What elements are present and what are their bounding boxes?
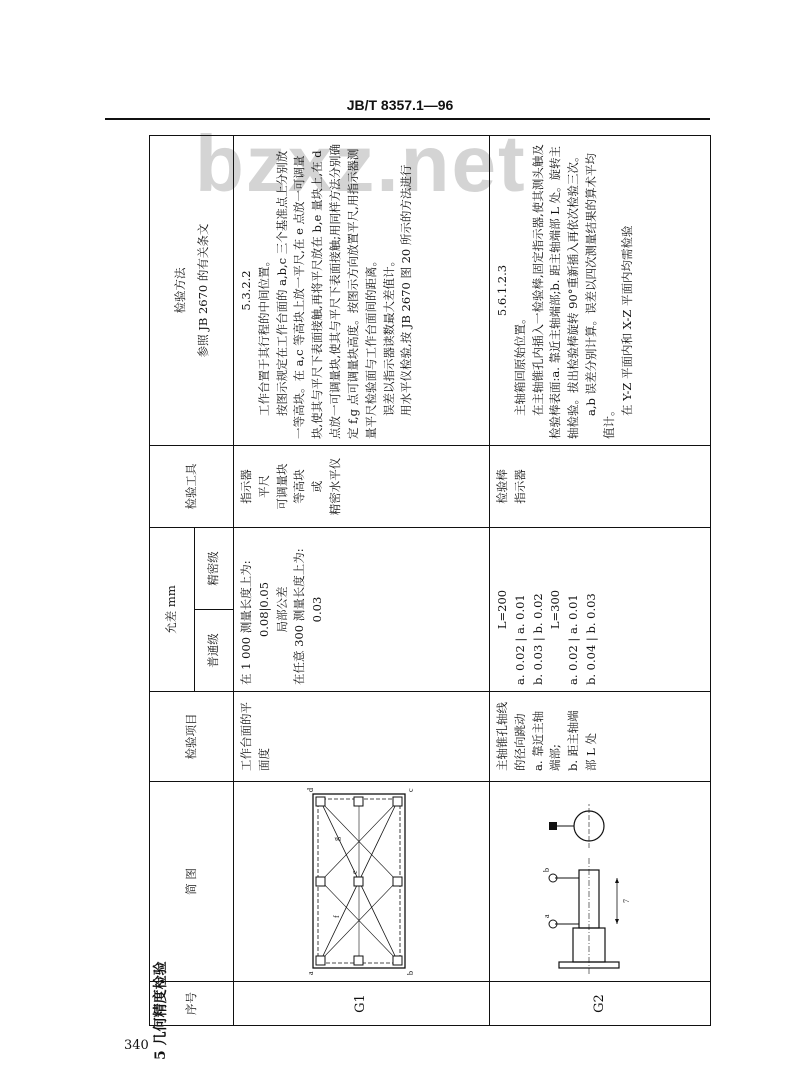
tol-g2-b1-p: b. 0.02 [530, 593, 545, 634]
tol-g2-L1: L=200 [495, 589, 509, 630]
item-g2-title: 主轴锥孔轴线的径向跳动 [495, 702, 527, 771]
point-c: c [405, 788, 415, 793]
tool-indicator-g2: 指示器 [512, 469, 527, 504]
header-tolerance-normal: 普通级 [195, 610, 234, 692]
method-reference: 参照 JB 2670 的有关条文 [195, 223, 210, 358]
method-g1 [234, 136, 490, 446]
point-g: g [331, 837, 341, 842]
tol-g1-line1: 在 1 000 测量长度上为: [239, 560, 253, 685]
runout-sketch [537, 787, 657, 977]
method-g2-p3: a,b 误差分别计算。误差以四次测量结果的算术平均值计。 [584, 152, 616, 439]
tools-g2 [490, 446, 711, 528]
tol-g2-a2-n: a. 0.02 [566, 645, 581, 685]
item-g2-b: b. 距主轴端部 L 处 [566, 710, 599, 771]
method-g2 [490, 136, 711, 446]
tol-g1-normal: 0.08 [256, 611, 271, 638]
item-g2-a: a. 靠近主轴端部; [530, 710, 563, 771]
tool-adjustable-block: 可调量块 [274, 463, 289, 510]
method-g1-p3: 误差以指示器读数最大差值计。 [381, 255, 396, 416]
inspection-table-wrapper [149, 136, 711, 1026]
method-g2-p4: 在 Y-Z 平面内和 X-Z 平面内均需检验 [619, 225, 634, 416]
header-method-label: 检验方法 [172, 267, 187, 314]
point-a: a [305, 971, 315, 976]
serial-g1: G1 [234, 982, 490, 1026]
page-number: 340 [124, 1038, 149, 1053]
table-row-g1 [234, 136, 490, 1026]
header-tolerance-precision: 精密级 [195, 528, 234, 610]
inspection-table [149, 135, 711, 1026]
point-b: b [405, 971, 415, 976]
sketch-g1 [234, 782, 490, 982]
header-tool: 检验工具 [150, 446, 234, 528]
tol-g2-b1-n: b. 0.03 [530, 644, 545, 685]
tool-indicator: 指示器 [239, 469, 253, 504]
item-g2 [490, 692, 711, 782]
tol-g1-local: 局部公差 [274, 586, 289, 633]
method-g2-p1: 主轴箱回原始位置。 [512, 312, 527, 416]
header-method [150, 136, 234, 446]
tolerance-g1 [234, 528, 490, 692]
point-e: e [349, 870, 359, 875]
tol-g2-b1: b. 0.03 | b. 0.02 [530, 593, 545, 685]
header-sketch: 简 图 [150, 782, 234, 982]
item-g1: 工作台面的平面度 [234, 692, 490, 782]
tolerance-g2 [490, 528, 711, 692]
tool-level: 精密水平仪 [328, 457, 343, 516]
tool-or: 或 [310, 480, 325, 493]
method-g1-p1: 工作台置于其行程的中间位置。 [256, 255, 271, 416]
tol-g2-a2: a. 0.02 | a. 0.01 [566, 594, 581, 685]
serial-g2: G2 [490, 982, 711, 1026]
tol-g2-b2-p: b. 0.03 [584, 593, 599, 634]
tol-g2-a1-n: a. 0.02 [512, 645, 527, 685]
tol-g2-L2: L=300 [548, 589, 563, 630]
tol-g1-precision: 0.05 [256, 581, 271, 608]
method-g1-clause: 5.3.2.2 [239, 270, 253, 311]
watermark: bzxz.net [195, 119, 527, 208]
sketch-g2 [490, 782, 711, 982]
tool-test-bar: 检验棒 [495, 469, 509, 504]
header-serial: 序号 [150, 982, 234, 1026]
header-item: 检验项目 [150, 692, 234, 782]
g2-point-b: b [542, 868, 552, 873]
standard-code: JB/T 8357.1—96 [346, 97, 454, 113]
method-g1-p2: 按图示规定在工作台面的 a,b,c 三个基准点上分别放一等高块。在 a,c 等高块上放一平尺,在 e 点放一可调量块,使其与平尺下表面接触,再将平尺放在 b,e 量块上,在 d 点放一可调量块,使其与平尺下表面接触;用同样方法分别确定 f,g 点可调量块高度。按图示方向放置平尺,用指示器测量平尺检验面与工作台面间的距离。 [274, 143, 378, 439]
flatness-sketch [299, 787, 419, 977]
point-d: d [305, 788, 315, 793]
tol-g1-line3: 在任意 300 测量长度上为: [292, 548, 307, 685]
g2-dimension: 7 [622, 899, 632, 904]
tool-straightedge: 平尺 [256, 475, 271, 498]
tol-g2-a2-p: a. 0.01 [566, 594, 581, 635]
tol-g1-values: 0.08|0.05 [256, 581, 271, 638]
tools-g1 [234, 446, 490, 528]
g2-point-a: a [542, 914, 552, 919]
tol-g2-b2-n: b. 0.04 [584, 644, 599, 685]
method-g2-clause: 5.6.1.2.3 [495, 264, 509, 317]
tool-equal-block: 等高块 [292, 469, 307, 504]
method-g2-p2: 在主轴锥孔内插入一检验棒,固定指示器,使其测头触及检验棒表面:a. 靠近主轴端部;b. 距主轴端部 L 处。旋转主轴检验。拔出检验棒旋转 90°重新插入再依次检验三次。 [530, 144, 581, 439]
tol-g1-local-value: 0.03 [310, 596, 325, 623]
tol-g2-a1-p: a. 0.01 [512, 594, 527, 635]
table-row-g2 [490, 136, 711, 1026]
tol-g2-a1: a. 0.02 | a. 0.01 [512, 594, 527, 685]
section-title: 5 几何精度检验 [153, 961, 169, 1060]
header-tolerance: 允差 mm [150, 528, 195, 692]
point-f: f [331, 915, 341, 919]
method-g1-p4: 用水平仪检验,按 JB 2670 图 20 所示的方法进行 [399, 164, 414, 416]
tol-g2-b2: b. 0.04 | b. 0.03 [584, 593, 599, 685]
